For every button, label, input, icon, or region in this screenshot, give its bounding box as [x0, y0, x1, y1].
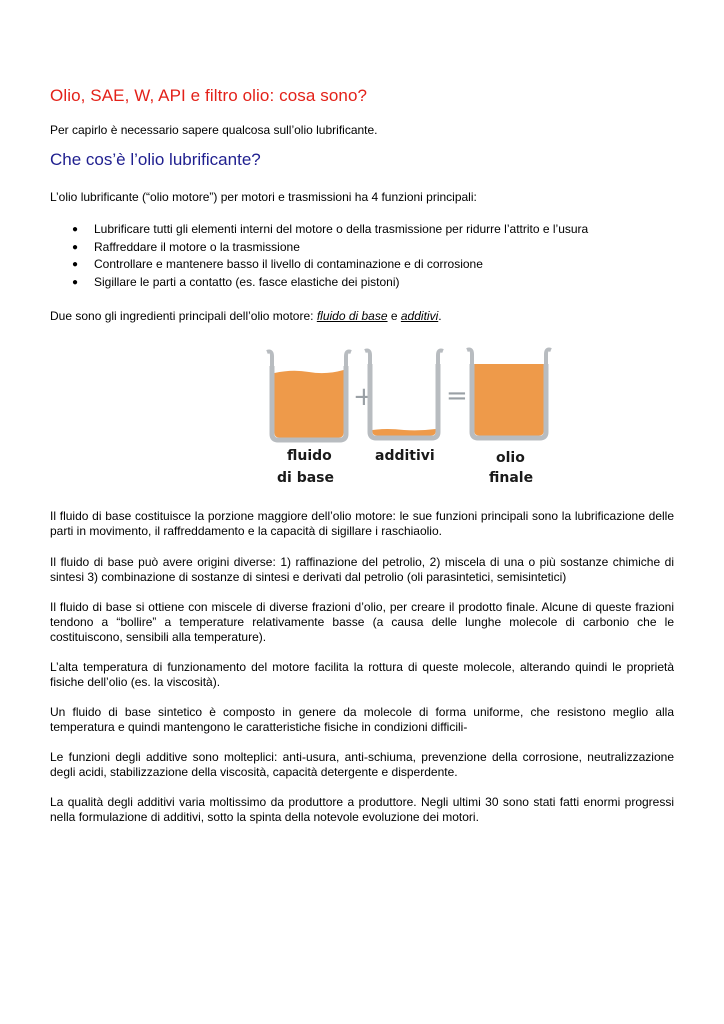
page-title: Olio, SAE, W, API e filtro olio: cosa sono?: [50, 86, 368, 105]
label-fluido: fluido: [287, 448, 332, 464]
label-finale: finale: [489, 470, 534, 486]
paragraph: Il fluido di base costituisce la porzione maggiore dell’olio motore: le sue funzioni principali sono la lubrificazione delle parti in movimento, il raffreddamento e la capacità di sigillare i raschiaolio.: [50, 509, 674, 538]
ingredients-connector: e: [387, 309, 401, 323]
list-item-text: Controllare e mantenere basso il livello di contaminazione e di corrosione: [94, 257, 483, 271]
list-item: [50, 239, 674, 257]
label-di-base: di base: [277, 470, 334, 486]
ingredient-base-fluid: fluido di base: [316, 309, 388, 323]
equals-sign: =: [446, 381, 468, 411]
bullet-icon: ●: [72, 276, 79, 288]
label-olio: olio: [496, 450, 525, 466]
section-title: Che cos’è l’olio lubrificante?: [50, 150, 261, 169]
ingredients-suffix: .: [438, 309, 442, 323]
paragraph: Il fluido di base può avere origini diverse: 1) raffinazione del petrolio, 2) miscela di una o più sostanze chimiche di sintesi 3) combinazione di sostanze di sintesi e derivati dal petrolio (oli parasintetici, semisintetici): [50, 555, 674, 584]
paragraph: Le funzioni degli additive sono molteplici: anti-usura, anti-schiuma, prevenzione della corrosione, neutralizzazione degli acidi, stabilizzazione della viscosità, capacità detergente e disperdente.: [50, 750, 674, 779]
list-item-text: Sigillare le parti a contatto (es. fasce elastiche dei pistoni): [94, 274, 400, 289]
list-item-text: Lubrificare tutti gli elementi interni del motore o della trasmissione per ridurre l’attrito e l’usura: [94, 222, 589, 236]
list-item-text: Raffreddare il motore o la trasmissione: [94, 239, 300, 254]
functions-intro: L’olio lubrificante (“olio motore”) per motori e trasmissioni ha 4 funzioni principali:: [50, 190, 477, 204]
list-item: [50, 256, 674, 274]
oil-composition-figure: [262, 340, 564, 492]
intro-text: Per capirlo è necessario sapere qualcosa sull’olio lubrificante.: [50, 123, 378, 137]
beaker-illustration: [262, 340, 564, 492]
bullet-icon: ●: [72, 241, 79, 253]
list-item: [50, 274, 674, 292]
ingredients-prefix: Due sono gli ingredienti principali dell’olio motore:: [50, 309, 317, 323]
oil-fill: [275, 370, 344, 438]
functions-list: [50, 221, 674, 291]
paragraph: L’alta temperatura di funzionamento del motore facilita la rottura di queste molecole, alterando quindi le proprietà fisiche dell’olio (es. la viscosità).: [50, 660, 674, 689]
final-oil-fill: [475, 364, 544, 436]
paragraph: Il fluido di base si ottiene con miscele di diverse frazioni d’olio, per creare il prodotto finale. Alcune di queste frazioni tendono a “bollire” a temperature relativamente basse (a causa delle lunghe molecole di carbonio che le costituiscono, sensibili alla temperature).: [50, 600, 674, 644]
list-item: [50, 221, 674, 239]
plus-sign: +: [353, 382, 375, 412]
bullet-icon: ●: [72, 224, 79, 235]
label-additivi: additivi: [375, 448, 435, 464]
ingredients-text: [50, 309, 674, 324]
ingredient-additives: additivi: [400, 309, 439, 323]
paragraph: La qualità degli additivi varia moltissimo da produttore a produttore. Negli ultimi 30 sono stati fatti enormi progressi nella formulazione di additivi, sotto la spinta della notevole evoluzione dei motori.: [50, 795, 674, 824]
paragraph: Un fluido di base sintetico è composto in genere da molecole di forma uniforme, che resistono meglio alla temperatura e quindi mantengono le caratteristiche fisiche in condizioni difficili-: [50, 705, 674, 734]
bullet-icon: ●: [72, 259, 79, 270]
